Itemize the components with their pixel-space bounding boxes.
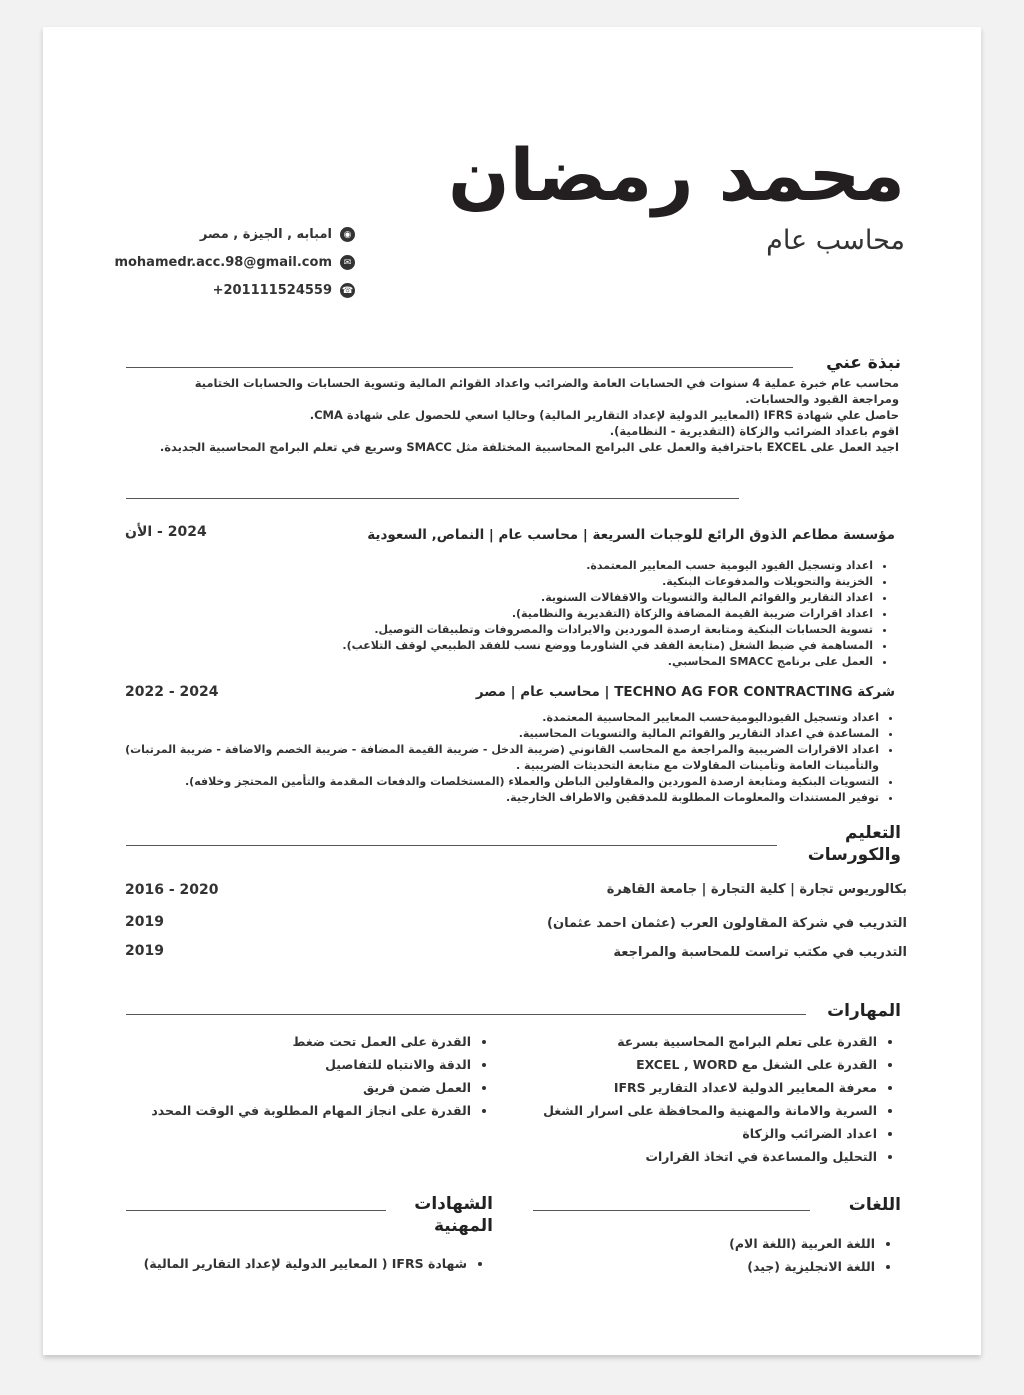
job-title: شركة TECHNO AG FOR CONTRACTING | محاسب عام | مصر bbox=[475, 684, 895, 700]
list-item: • اعداد اقرارات ضريبة القيمة المضافة والزكاة (التقديرية والنظامية). bbox=[269, 606, 873, 622]
skill-item: • القدرة على العمل تحت ضغط bbox=[87, 1030, 471, 1053]
skills-divider bbox=[126, 1014, 806, 1015]
skill-item: • اعداد الضرائب والزكاة bbox=[493, 1122, 877, 1145]
certificates-title-line: المهنية bbox=[433, 1216, 493, 1237]
experience-divider bbox=[126, 498, 739, 499]
certificates-list bbox=[83, 1252, 483, 1275]
email-text[interactable]: mohamedr.acc.98@gmail.com bbox=[114, 255, 332, 270]
contact-phone[interactable] bbox=[213, 283, 355, 298]
list-item: • اعداد الاقرارات الضريبية والمراجعة مع المحاسب القانوني (ضريبة الدخل - ضريبة القيمة المضافة - ضريبة الخصم والاضافة - ضريبة المرتبات) والتأمينات العامة وتأمينات المقاولات مع متابعة التحديثات الضريبية . bbox=[125, 742, 879, 774]
skill-item: • السرية والامانة والمهنية والمحافظة على اسرار الشغل bbox=[493, 1099, 877, 1122]
skill-item: • العمل ضمن فريق bbox=[87, 1076, 471, 1099]
phone-text[interactable]: +201111524559 bbox=[212, 283, 332, 298]
location-icon: ◉ bbox=[340, 227, 355, 242]
education-date: 2019 bbox=[125, 914, 164, 930]
resume-page bbox=[43, 27, 981, 1355]
education-item: التدريب في شركة المقاولون العرب (عثمان احمد عثمان) bbox=[547, 916, 907, 931]
certificates-title-line: الشهادات bbox=[414, 1194, 493, 1214]
list-item: • تسوية الحسابات البنكية ومتابعة ارصدة الموردين والايرادات والمصروفات وتطبيقات التوصيل. bbox=[269, 622, 873, 638]
list-item: • العمل على برنامج SMACC المحاسبي. bbox=[269, 654, 873, 670]
list-item: • التسويات البنكية ومتابعة ارصدة الموردين والمقاولين الباطن والعملاء (المستخلصات والدفعات المقدمة والتأمين المحتجز وخلافه). bbox=[125, 774, 879, 790]
skill-item: • القدرة على تعلم البرامج المحاسبية بسرعة bbox=[493, 1030, 877, 1053]
contact-location bbox=[200, 227, 355, 242]
skills-column-1 bbox=[493, 1030, 893, 1168]
email-icon: ✉ bbox=[340, 255, 355, 270]
education-date: 2020 - 2016 bbox=[125, 882, 219, 898]
list-item: • الخزينة والتحويلات والمدفوعات البنكية. bbox=[269, 574, 873, 590]
certificates-divider bbox=[126, 1210, 386, 1211]
job-bullets bbox=[125, 710, 895, 806]
job-date: 2024 - 2022 bbox=[125, 684, 219, 700]
job-bullets bbox=[269, 558, 889, 670]
education-title-line: والكورسات bbox=[807, 845, 901, 866]
list-item: • توفير المستندات والمعلومات المطلوبة للمدققين والاطراف الخارجية. bbox=[125, 790, 879, 806]
contact-email[interactable] bbox=[114, 255, 355, 270]
education-title-line: التعليم bbox=[845, 823, 901, 843]
skill-item: • القدرة على الشغل مع EXCEL , WORD bbox=[493, 1053, 877, 1076]
languages-divider bbox=[533, 1210, 810, 1211]
about-line: اجيد العمل على EXCEL باحترافية والعمل على البرامج المحاسبية المختلفة مثل SMACC وسريع في تعلم البرامج المحاسبية الجديدة. bbox=[159, 440, 899, 454]
language-item: • اللغة الانجليزية (جيد) bbox=[591, 1255, 875, 1278]
skill-item: • معرفة المعايير الدولية لاعداد التقارير IFRS bbox=[493, 1076, 877, 1099]
about-line: اقوم باعداد الضرائب والزكاة (التقديرية - النظامية). bbox=[609, 424, 899, 438]
skills-title: المهارات bbox=[827, 1001, 901, 1021]
skills-column-2 bbox=[87, 1030, 487, 1122]
about-text bbox=[159, 375, 899, 455]
list-item: • اعداد وتسجيل القيوداليوميةحسب المعايير المحاسبية المعتمدة. bbox=[125, 710, 879, 726]
about-line: حاصل علي شهادة IFRS (المعايير الدولية لإعداد التقارير المالية) وحاليا اسعي للحصول على شهادة CMA. bbox=[309, 408, 899, 422]
about-title: نبذة عني bbox=[826, 353, 901, 373]
languages-title: اللغات bbox=[848, 1195, 901, 1215]
list-item: • المساعدة في اعداد التقارير والقوائم المالية والتسويات المحاسبية. bbox=[125, 726, 879, 742]
list-item: • المساهمة في ضبط الشغل (متابعة الفقد في الشاورما ووضع نسب للفقد الطبيعي لوقف التلاعب). bbox=[269, 638, 873, 654]
job-title: مؤسسة مطاعم الذوق الرائع للوجبات السريعة | محاسب عام | النماص, السعودية bbox=[367, 527, 895, 543]
location-text: امبابه , الجيزة , مصر bbox=[199, 227, 332, 242]
education-title bbox=[808, 822, 901, 866]
skill-item: • القدرة على انجاز المهام المطلوبة في الوقت المحدد bbox=[87, 1099, 471, 1122]
about-line: محاسب عام خبرة عملية 4 سنوات في الحسابات العامة والضرائب واعداد القوائم المالية وتسوية الحسابات والحسابات الختامية ومراجعة القيود والحسابات. bbox=[194, 376, 899, 406]
education-date: 2019 bbox=[125, 943, 164, 959]
candidate-name: محمد رمضان bbox=[448, 133, 905, 217]
education-divider bbox=[126, 845, 777, 846]
certificate-item: • شهادة IFRS ( المعايير الدولية لإعداد التقارير المالية) bbox=[83, 1252, 467, 1275]
education-item: بكالوريوس تجارة | كلية التجارة | جامعة القاهرة bbox=[606, 882, 907, 897]
phone-icon: ☎ bbox=[340, 283, 355, 298]
skill-item: • الدقة والانتباه للتفاصيل bbox=[87, 1053, 471, 1076]
certificates-title bbox=[414, 1193, 493, 1237]
job-date: 2024 - الأن bbox=[125, 524, 207, 540]
list-item: • اعداد التقارير والقوائم المالية والتسويات والاقفالات السنوية. bbox=[269, 590, 873, 606]
about-divider bbox=[126, 367, 793, 368]
skill-item: • التحليل والمساعدة في اتخاذ القرارات bbox=[493, 1145, 877, 1168]
candidate-role: محاسب عام bbox=[766, 225, 905, 256]
list-item: • اعداد وتسجيل القيود اليومية حسب المعايير المعتمدة. bbox=[269, 558, 873, 574]
languages-list bbox=[591, 1232, 891, 1278]
education-item: التدريب في مكتب تراست للمحاسبة والمراجعة bbox=[613, 945, 907, 960]
language-item: • اللغة العربية (اللغة الام) bbox=[591, 1232, 875, 1255]
